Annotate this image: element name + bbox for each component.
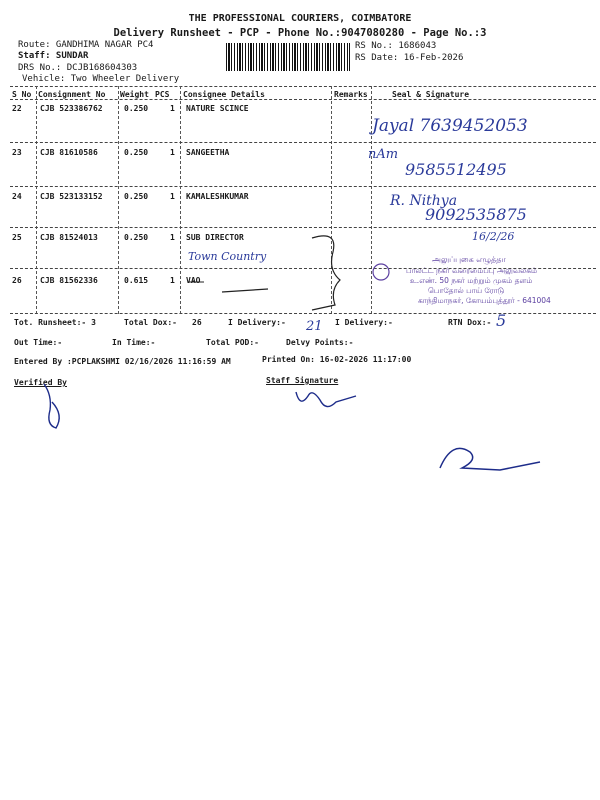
row-sno: 25 <box>12 233 22 242</box>
stamp-line: பாலட்ட நகர் வரைமைப்பு அலுவலகம் <box>406 266 538 275</box>
row-consignment: CJB 81610586 <box>40 148 98 157</box>
verified-by-label: Verified By <box>14 378 67 387</box>
total-runsheet: Tot. Runsheet:- 3 <box>14 318 96 327</box>
vehicle-text: Vehicle: Two Wheeler Delivery <box>22 74 180 84</box>
col-header-seal: Seal & Signature <box>392 90 470 99</box>
row-consignee: KAMALESHKUMAR <box>186 192 249 201</box>
runsheet-title: Delivery Runsheet - PCP - Phone No.:9047080280 - Page No.:3 <box>113 27 487 39</box>
row-sno: 23 <box>12 148 22 157</box>
rs-date: RS Date: 16-Feb-2026 <box>355 53 464 63</box>
entered-by: Entered By :PCPLAKSHMI 02/16/2026 11:16:59 AM <box>14 357 231 366</box>
staff-signature-label: Staff Signature <box>266 376 339 385</box>
row-pcs: 1 <box>170 148 175 157</box>
row-consignment: CJB 523386762 <box>40 104 103 113</box>
row-weight: 0.250 <box>124 104 149 113</box>
col-header-consignment: Consignment No <box>38 90 106 99</box>
row-consignee: SUB DIRECTOR <box>186 233 244 242</box>
col-header-pcs: PCS <box>155 90 170 99</box>
col-header-consignee: Consignee Details <box>183 90 265 99</box>
in-time-label: In Time:- <box>112 338 156 347</box>
handwritten-signature-22: Jayal 7639452053 <box>372 116 528 136</box>
route-text: Route: GANDHIMA NAGAR PC4 <box>18 40 154 50</box>
col-header-weight: Weight <box>120 90 149 99</box>
row-pcs: 1 <box>170 192 175 201</box>
delvy-points-label: Delvy Points:- <box>286 338 354 347</box>
delivery-label: I Delivery:- <box>228 318 286 327</box>
row-weight: 0.250 <box>124 233 149 242</box>
out-time-label: Out Time:- <box>14 338 63 347</box>
handwritten-phone-24: 9092535875 <box>425 205 527 224</box>
row-consignment: CJB 523133152 <box>40 192 103 201</box>
col-header-remarks: Remarks <box>334 90 368 99</box>
stamp-line: அலுப்புகை எழுத்தா <box>432 255 506 264</box>
staff-text: Staff: SUNDAR <box>18 51 89 61</box>
row-pcs: 1 <box>170 233 175 242</box>
row-sno: 22 <box>12 104 22 113</box>
row-consignee: VAO <box>186 276 201 285</box>
handwritten-signature-23: nAm <box>368 147 399 162</box>
row-consignee: SANGEETHA <box>186 148 230 157</box>
drs-number: DRS No.: DCJB168604303 <box>18 63 138 73</box>
stamp-line: காந்திமாநகர், கோயம்புத்தூர் - 641004 <box>418 296 551 305</box>
stamp-line: பொதோல் பாய் ரோடு <box>428 286 505 295</box>
row-weight: 0.615 <box>124 276 149 285</box>
handwritten-note-25: Town Country <box>188 250 267 263</box>
rtn-dox-label: RTN Dox:- <box>448 318 492 327</box>
total-pod-label: Total POD:- <box>206 338 259 347</box>
row-sno: 24 <box>12 192 22 201</box>
handwritten-signature-24: R. Nithya <box>390 193 458 209</box>
row-consignment: CJB 81524013 <box>40 233 98 242</box>
row-sno: 26 <box>12 276 22 285</box>
row-pcs: 1 <box>170 276 175 285</box>
company-title: THE PROFESSIONAL COURIERS, COIMBATORE <box>188 13 412 24</box>
handwritten-phone-23: 9585512495 <box>405 160 507 179</box>
handwritten-rtn-count: 5 <box>496 311 507 330</box>
total-dox-value: 26 <box>192 318 202 327</box>
handwritten-delivery-count: 21 <box>306 319 323 334</box>
row-consignment: CJB 81562336 <box>40 276 98 285</box>
rs-number: RS No.: 1686043 <box>355 41 437 51</box>
handwritten-date-25: 16/2/26 <box>472 230 515 243</box>
row-consignee: NATURE SCINCE <box>186 104 249 113</box>
total-dox-label: Total Dox:- <box>124 318 177 327</box>
stamp-line: உ.எண். 50 நகர் மற்றும் முகம் தளம் <box>410 276 533 285</box>
printed-on: Printed On: 16-02-2026 11:17:00 <box>262 355 412 364</box>
delivery-label: I Delivery:- <box>335 318 393 327</box>
row-weight: 0.250 <box>124 192 149 201</box>
row-pcs: 1 <box>170 104 175 113</box>
row-weight: 0.250 <box>124 148 149 157</box>
col-header-sno: S No <box>12 90 32 99</box>
